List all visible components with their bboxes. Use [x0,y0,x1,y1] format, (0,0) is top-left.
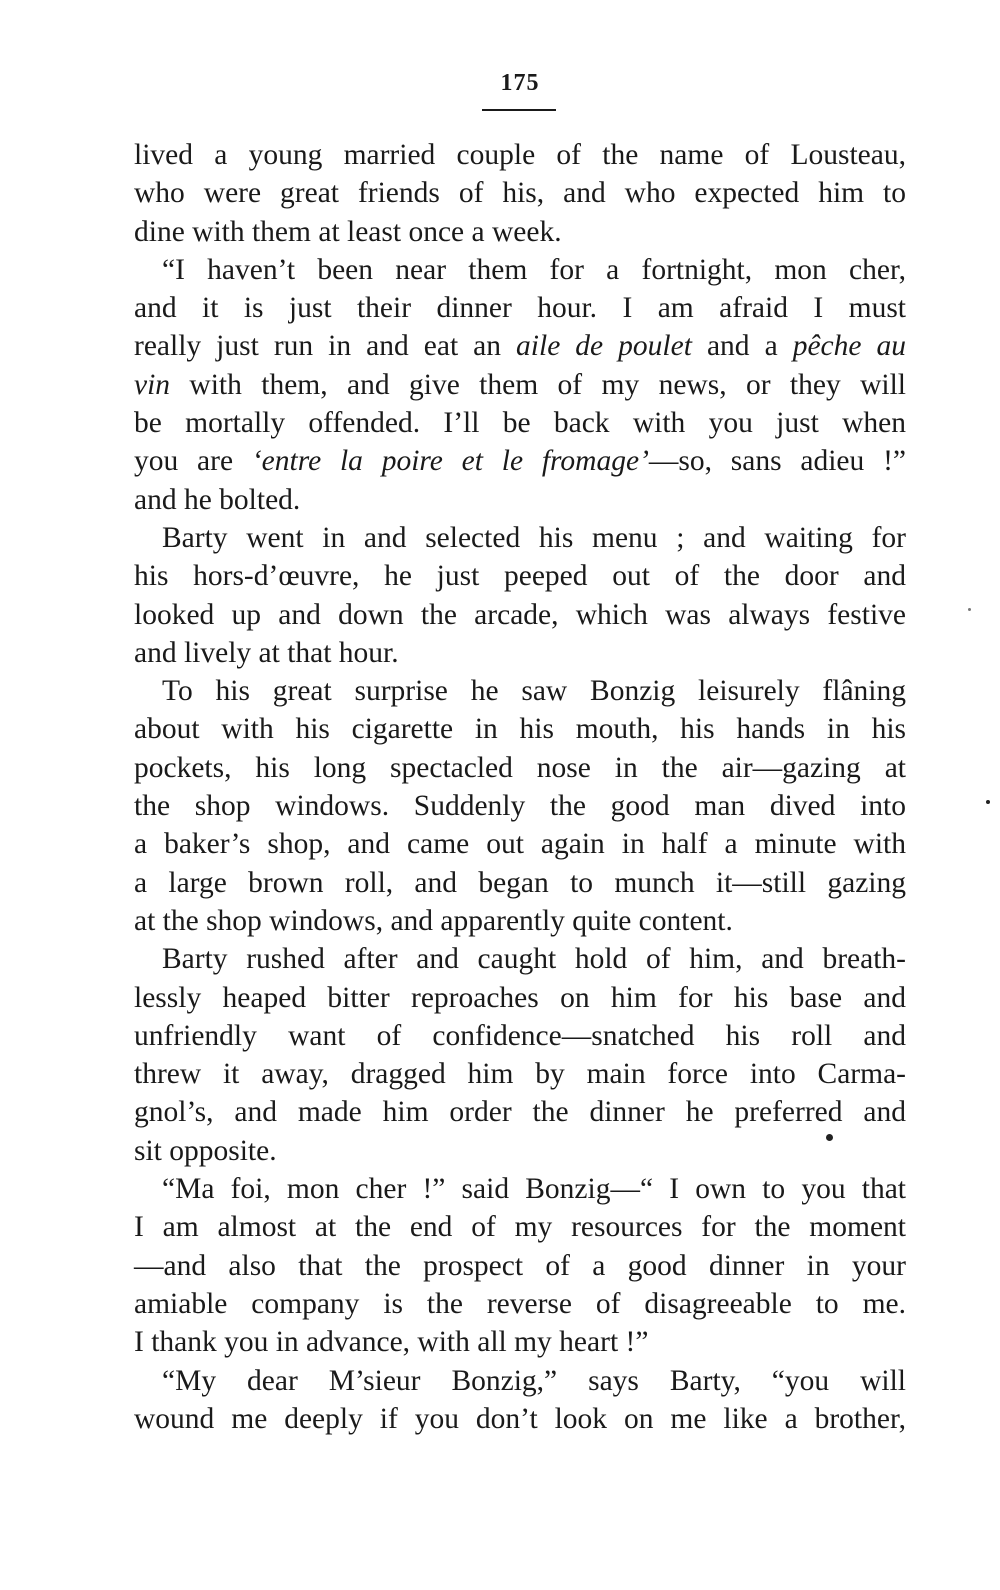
text-run: sit opposite. [134,1134,277,1167]
text-run: really just run in and eat an [134,330,517,363]
text-run: lessly heaped bitter reproaches on him for his base and [134,981,906,1014]
italic-phrase: pêche au [792,330,906,363]
text-run: “Ma foi, mon cher !” said Bonzig—“ I own to you that [162,1173,906,1206]
text-run: Barty rushed after and caught hold of him, and breath- [162,943,906,976]
page-number-rule [482,109,556,111]
text-line [134,749,906,787]
text-run: amiable company is the reverse of disagreeable to me. [134,1287,906,1320]
text-run: unfriendly want of confidence—snatched his roll and [134,1019,906,1052]
text-line [134,557,906,595]
text-line [134,864,906,902]
text-run: and lively at that hour. [134,636,399,669]
text-run: threw it away, dragged him by main force into Carma- [134,1058,906,1091]
text-run: pockets, his long spectacled nose in the air—gazing at [134,751,906,784]
text-line [134,1362,906,1400]
text-line [134,1323,906,1361]
text-line [134,710,906,748]
text-run: dine with them at least once a week. [134,215,562,248]
text-run: and he bolted. [134,483,301,516]
text-run: wound me deeply if you don’t look on me like a brother, [134,1402,906,1435]
text-line [134,1400,906,1438]
ink-speck [826,1134,833,1141]
text-run: his hors-d’œuvre, he just peeped out of the door and [134,560,906,593]
text-run: Barty went in and selected his menu ; and waiting for [162,521,906,554]
text-line [134,1285,906,1323]
text-line [134,1170,906,1208]
text-run: with them, and give them of my news, or they will [170,368,906,401]
text-run: be mortally offended. I’ll be back with you just when [134,407,906,440]
ink-speck [986,800,990,804]
text-line [134,404,906,442]
text-line [134,1132,906,1170]
text-run: “My dear M’sieur Bonzig,” says Barty, “you will [162,1364,906,1397]
text-run: at the shop windows, and apparently quite content. [134,904,733,937]
text-line [134,289,906,327]
text-run: “I haven’t been near them for a fortnight, mon cher, [162,253,906,286]
text-line [134,1208,906,1246]
text-run: looked up and down the arcade, which was always festive [134,598,906,631]
text-run: a baker’s shop, and came out again in half a minute with [134,828,906,861]
text-line [134,940,906,978]
text-run: you are [134,445,252,478]
text-line [134,136,906,174]
text-line [134,672,906,710]
text-line [134,1017,906,1055]
text-line [134,519,906,557]
text-run: the shop windows. Suddenly the good man dived into [134,790,906,823]
text-run: I thank you in advance, with all my heart !” [134,1326,649,1359]
text-line [134,787,906,825]
italic-phrase: ‘entre la poire et le fromage’ [251,445,649,478]
page-number: 175 [500,70,540,96]
text-line [134,825,906,863]
text-run: and it is just their dinner hour. I am afraid I must [134,292,906,325]
text-line [134,174,906,212]
text-line [134,481,906,519]
italic-phrase: vin [134,368,171,401]
text-run: —and also that the prospect of a good dinner in your [134,1249,906,1282]
text-line [134,634,906,672]
text-line [134,902,906,940]
ink-speck [968,608,971,611]
text-run: lived a young married couple of the name of Lousteau, [134,139,906,171]
text-run: who were great friends of his, and who expected him to [134,177,906,210]
text-run: I am almost at the end of my resources for the moment [134,1211,906,1244]
text-line [134,1093,906,1131]
text-line [134,327,906,365]
text-line [134,366,906,404]
text-run: a large brown roll, and began to munch it—still gazing [134,866,906,899]
text-run: and a [691,330,793,363]
body-text [134,136,906,1438]
text-line [134,596,906,634]
italic-phrase: aile de poulet [516,330,692,363]
text-line [134,979,906,1017]
text-line [134,442,906,480]
text-line [134,1055,906,1093]
text-line [134,251,906,289]
text-line [134,213,906,251]
text-run: about with his cigarette in his mouth, his hands in his [134,713,906,746]
text-run: gnol’s, and made him order the dinner he preferred and [134,1096,906,1129]
text-run: To his great surprise he saw Bonzig leisurely flâning [162,675,906,708]
text-run: —so, sans adieu !” [648,445,906,478]
text-line [134,1247,906,1285]
